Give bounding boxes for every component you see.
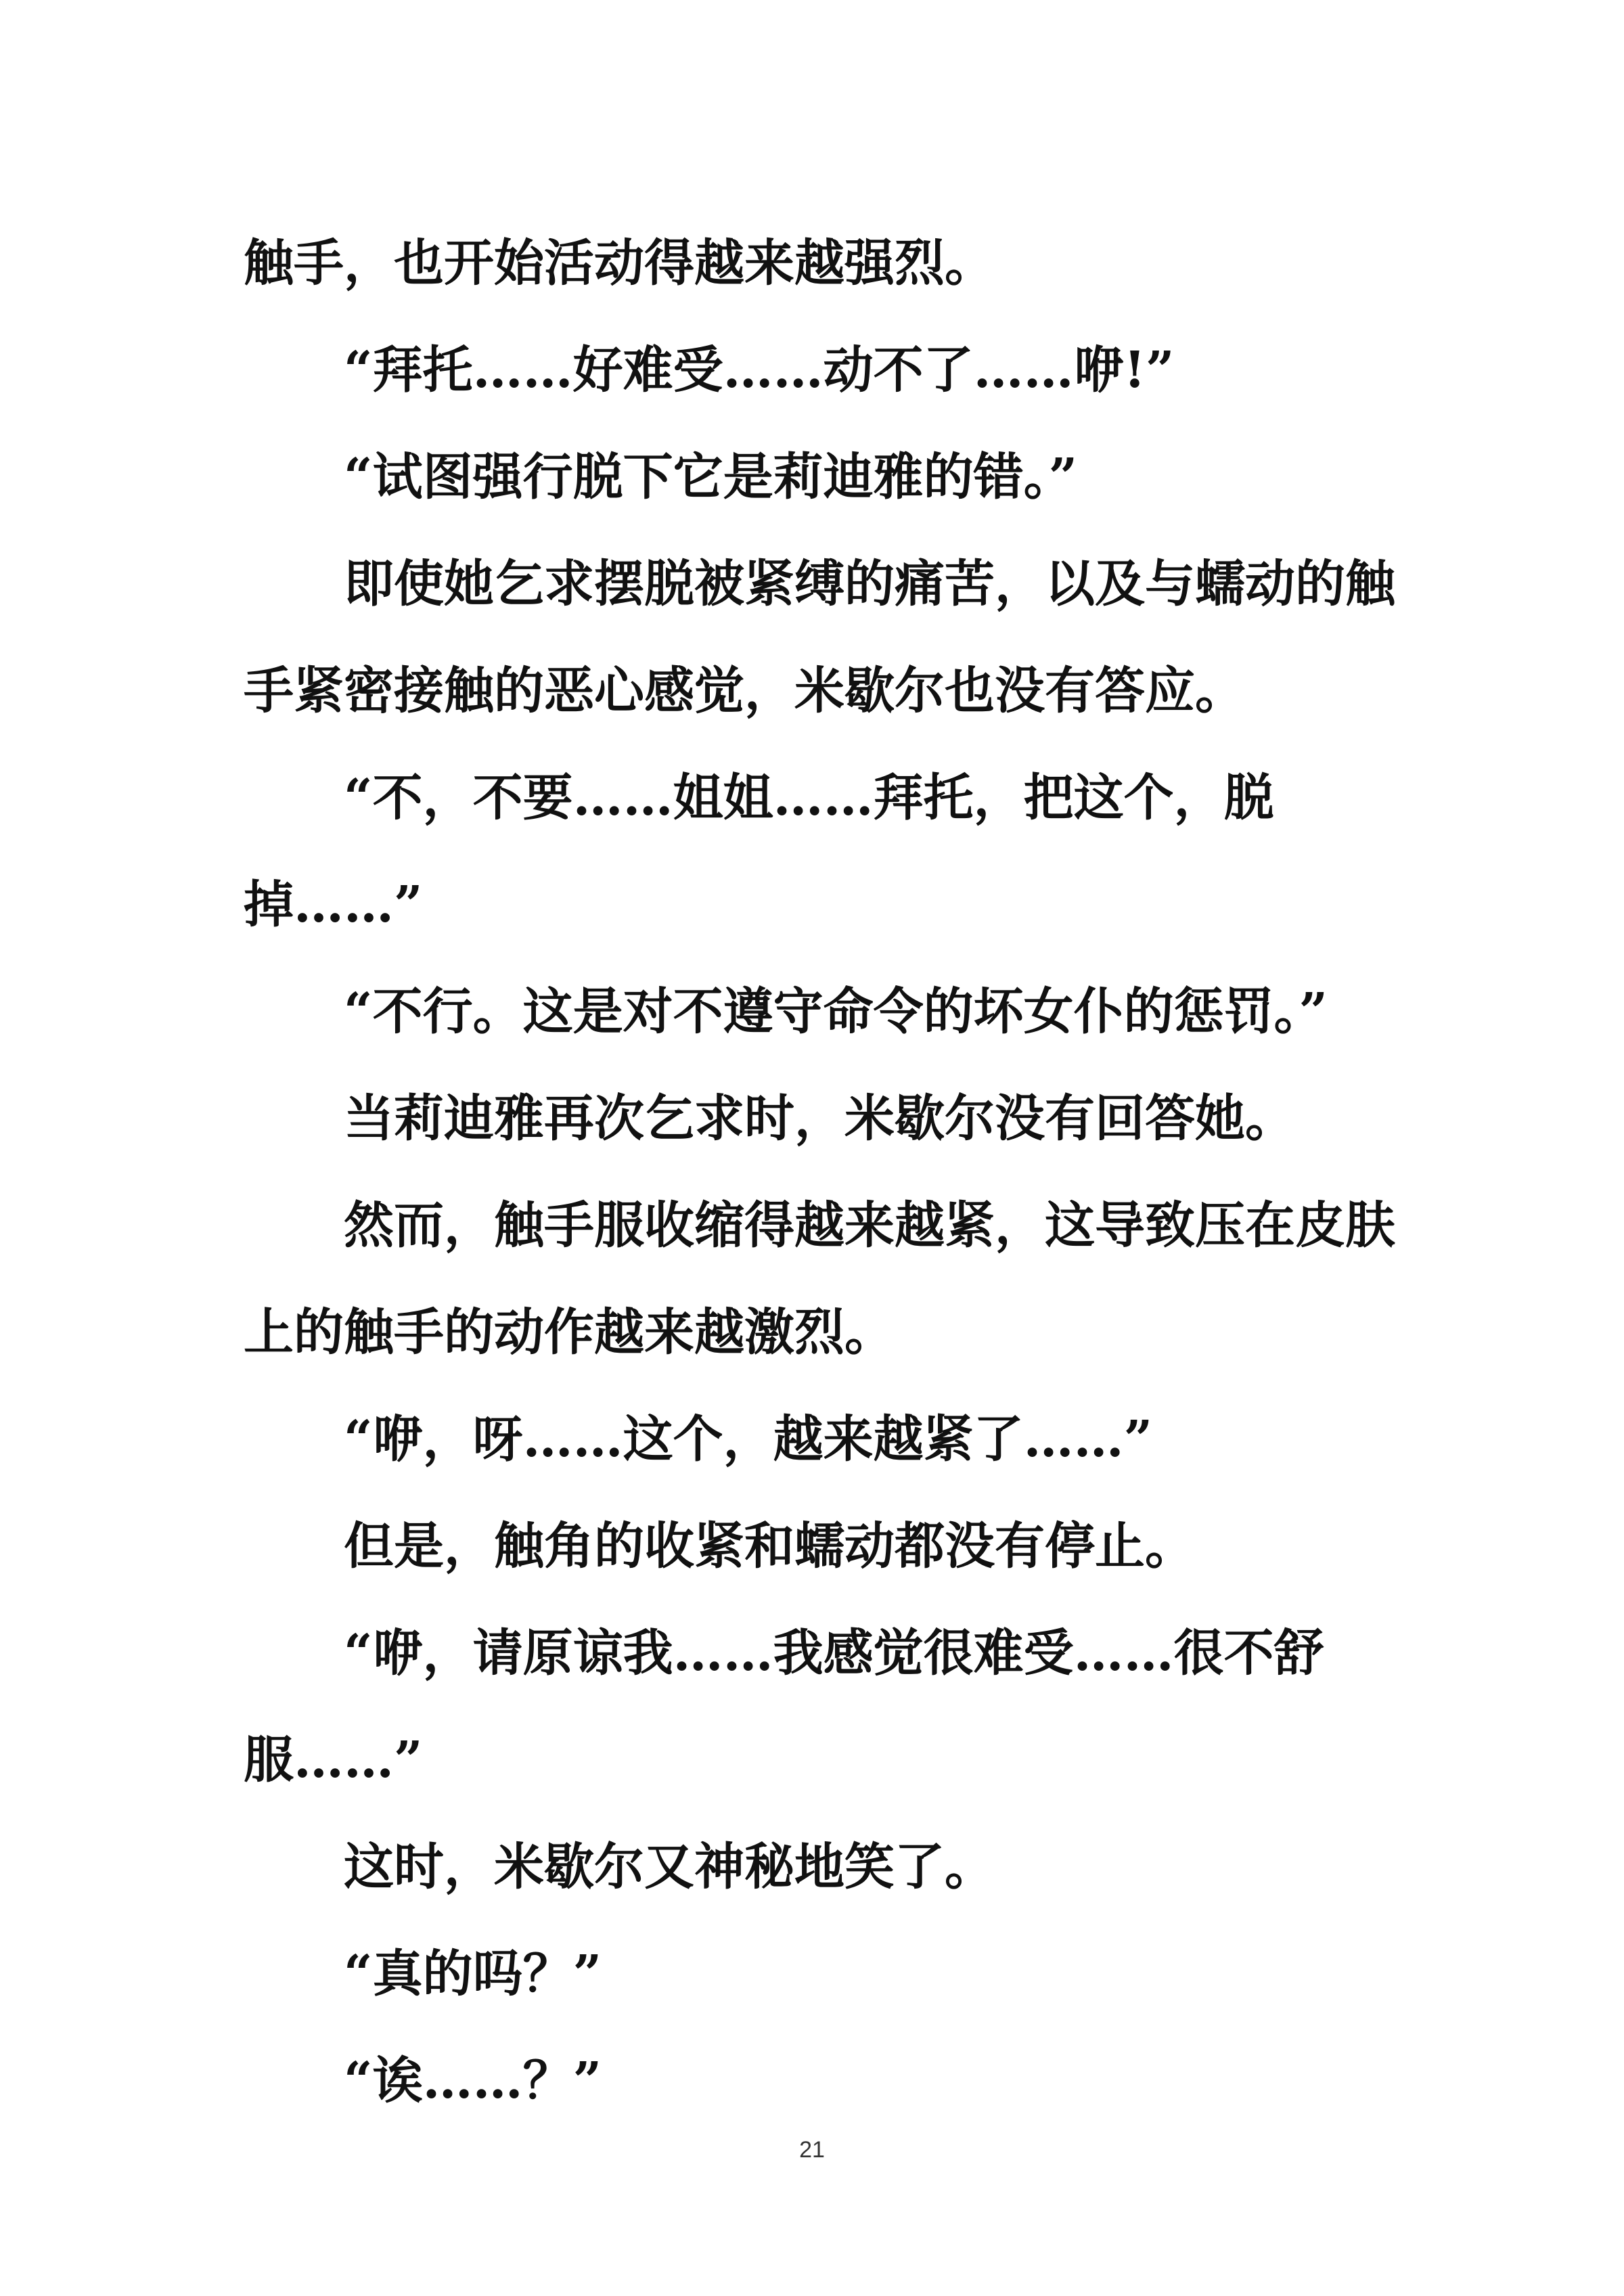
text-line: 但是，触角的收紧和蠕动都没有停止。 [344, 1517, 1195, 1575]
text-line: “真的吗？” [344, 1945, 602, 2003]
text-line: 服……” [244, 1731, 423, 1789]
body-text [244, 210, 1395, 2134]
text-line: “咿，请原谅我……我感觉很难受……很不舒 [344, 1624, 1324, 1682]
text-line: “不，不要……姐姐……拜托，把这个，脱 [344, 769, 1274, 827]
text-line: 掉……” [244, 876, 423, 934]
text-line: 触手，也开始活动得越来越强烈。 [244, 234, 995, 292]
text-line: 上的触手的动作越来越激烈。 [244, 1303, 895, 1361]
text-line: 即使她乞求摆脱被紧缚的痛苦，以及与蠕动的触 [344, 555, 1395, 613]
text-line: “试图强行脱下它是莉迪雅的错。” [344, 448, 1078, 506]
text-line: 当莉迪雅再次乞求时，米歇尔没有回答她。 [344, 1089, 1295, 1148]
text-line: “诶……？” [344, 2052, 602, 2110]
text-line: “不行。这是对不遵守命令的坏女仆的惩罚。” [344, 983, 1328, 1041]
text-line: 这时，米歇尔又神秘地笑了。 [344, 1838, 995, 1896]
text-line: 然而，触手服收缩得越来越紧，这导致压在皮肤 [344, 1196, 1395, 1255]
text-line: “咿，呀……这个，越来越紧了……” [344, 1410, 1153, 1468]
text-line: 手紧密接触的恶心感觉，米歇尔也没有答应。 [244, 662, 1245, 720]
page-number: 21 [799, 2137, 825, 2163]
text-line: “拜托……好难受……动不了……咿!” [344, 341, 1175, 399]
